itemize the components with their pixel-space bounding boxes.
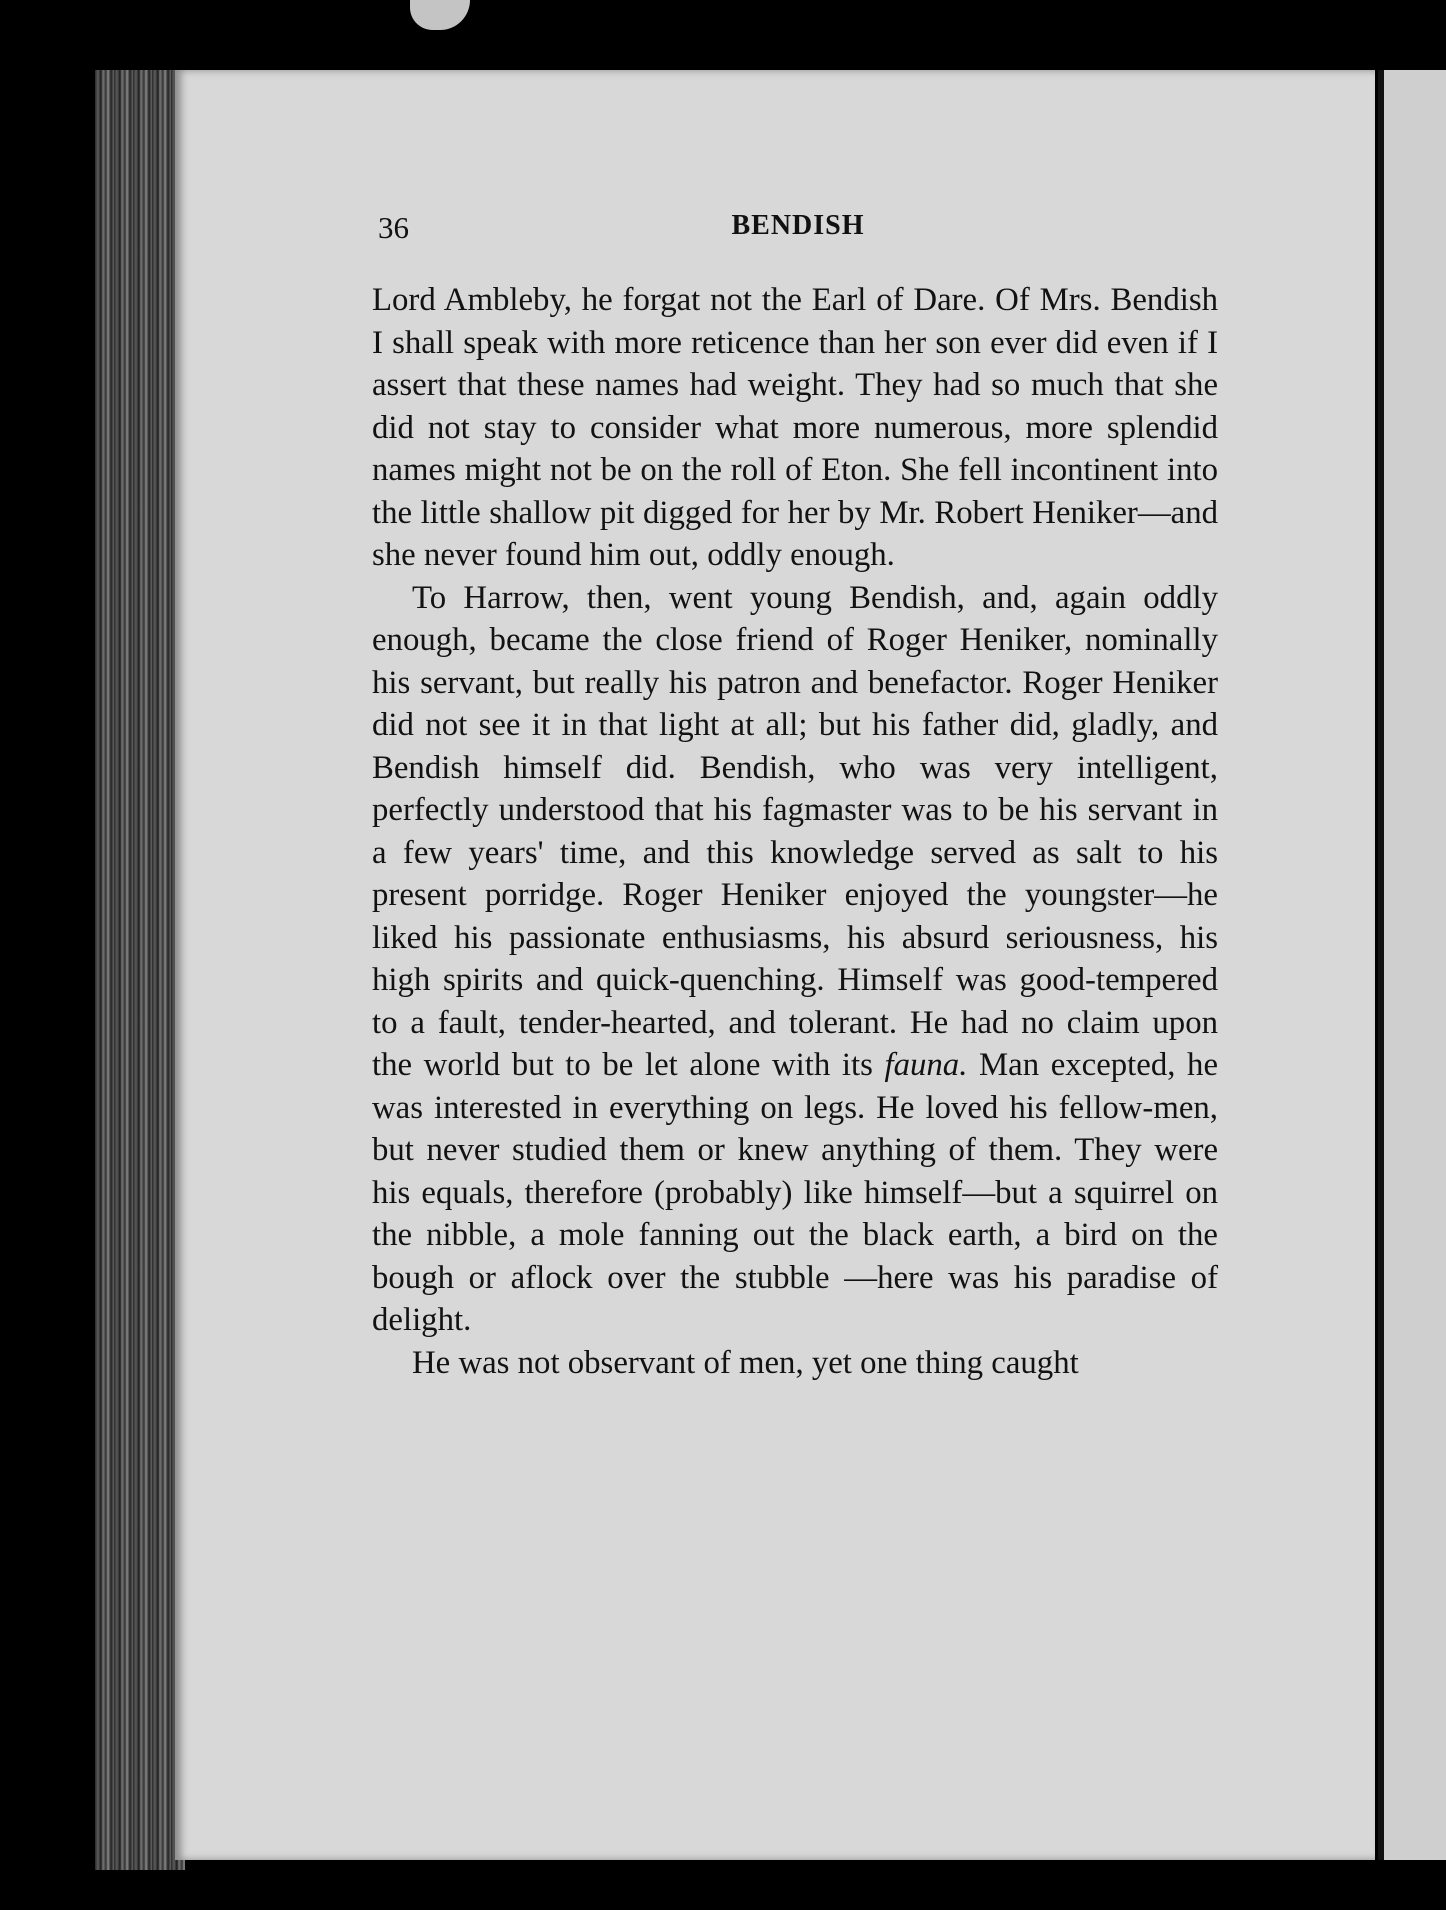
paragraph-2 [372,577,1218,1342]
paragraph-3: He was not observant of men, yet one thing caught [412,1344,1079,1381]
facing-page-edge [1378,70,1446,1860]
body-text [372,279,1218,1384]
paragraph-2-part-1: To Harrow, then, went young Bendish, and, again oddly enough, became the close friend of Roger Heniker, nominally his servant, but really his patron and benefactor. Roger Heniker did not see it in that light at all; but his father did, gladly, and Bendish himself did. Bendish, who was very intelligent, perfectly understood that his fagmaster was to be his servant in a few years' time, and this knowledge served as salt to his present porridge. Roger Heniker enjoyed the youngster—he liked his passionate enthusiasms, his absurd seriousness, his high spirits and quick-quenching. Himself was good-tempered to a fault, tender-hearted, and tolerant. He had no claim upon the world but to be let alone with its [372,579,1218,1083]
page-edges [95,70,185,1870]
paragraph-2-part-2: Man excepted, he was interested in everything on legs. He loved his fellow-men, but never studied them or knew anything of them. They were his equals, therefore (probably) like himself—but a squirrel on the nibble, a mole fanning out the black earth, a bird on the bough or aflock over the stubble —here was his paradise of delight. [372,1047,1219,1338]
page-number: 36 [378,210,409,245]
running-head [378,210,1218,250]
paragraph-1: Lord Ambleby, he forgat not the Earl of Dare. Of Mrs. Bendish I shall speak with more reticence than her son ever did even if I assert that these names had weight. They had so much that she did not stay to consider what more numerous, more splendid names might not be on the roll of Eton. She fell incontinent into the little shallow pit digged for her by Mr. Robert Heniker—and she never found him out, oddly enough. [372,282,1218,573]
running-title: BENDISH [731,210,865,241]
paragraph-2-italic: fauna. [884,1047,968,1083]
scan-blot [410,0,470,30]
